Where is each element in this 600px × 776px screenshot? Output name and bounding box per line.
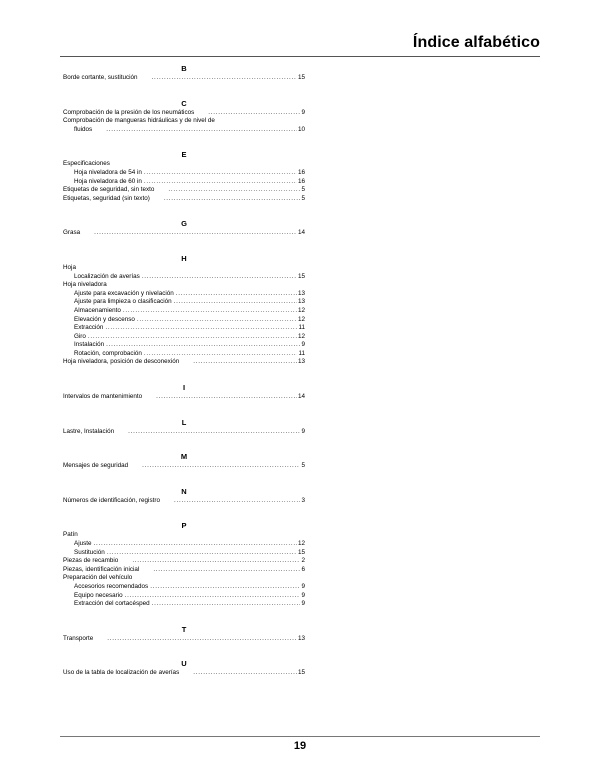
- entry-label: Números de identificación, registro: [63, 496, 160, 504]
- index-entry: [63, 566, 305, 575]
- entry-label: Especificaciones: [63, 160, 110, 168]
- dot-leader: [174, 497, 301, 506]
- entry-page-number: 15: [297, 74, 305, 81]
- index-entry: [63, 109, 305, 118]
- entry-label: Hoja: [63, 263, 76, 271]
- entry-page-number: 3: [301, 496, 305, 504]
- index-entry: [63, 290, 305, 299]
- entry-label: Accesorios recomendados: [74, 583, 149, 590]
- index-section-t: [63, 623, 305, 644]
- entry-label: Mensajes de seguridad: [63, 462, 129, 470]
- index-entry: [63, 126, 305, 135]
- page-number: 19: [293, 740, 307, 752]
- entry-label: Etiquetas de seguridad, sin texto: [63, 186, 155, 194]
- entry-label: Hoja niveladora de 54 in: [74, 168, 142, 176]
- entry-label: Extracción: [74, 324, 104, 332]
- entry-page-number: 14: [297, 229, 305, 237]
- index-section-g: [63, 217, 305, 238]
- index-entry: [63, 186, 305, 195]
- index-entry: [63, 178, 305, 187]
- entry-page-number: 12: [297, 315, 305, 323]
- index-entry: [63, 264, 305, 273]
- entry-label: Hoja niveladora de 60 in: [74, 177, 142, 185]
- entry-label: Uso de la tabla de localización de averías: [63, 669, 180, 677]
- section-letter: B: [181, 64, 187, 73]
- index-entry: [63, 462, 305, 471]
- section-letter: I: [182, 383, 186, 393]
- entry-label: Localización de averías: [74, 272, 140, 280]
- section-letter: T: [181, 624, 187, 634]
- dot-leader: [106, 341, 300, 350]
- dot-leader: [152, 74, 297, 83]
- index-section-i: [63, 381, 305, 402]
- index-entry: [63, 333, 305, 342]
- index-section-l: [63, 416, 305, 437]
- dot-leader: [193, 669, 297, 678]
- dot-leader: [144, 350, 298, 359]
- entry-page-number: 9: [301, 427, 305, 435]
- index-entry: [63, 549, 305, 558]
- dot-leader: [164, 195, 301, 204]
- index-entry: [63, 324, 305, 333]
- dot-leader: [208, 109, 300, 118]
- index-entry: [63, 307, 305, 316]
- entry-page-number: 9: [301, 341, 305, 349]
- dot-leader: [176, 290, 297, 299]
- entry-label: Equipo necesario: [74, 591, 123, 599]
- dot-leader: [144, 169, 297, 178]
- entry-page-number: 9: [301, 591, 305, 599]
- index-entry: [63, 592, 305, 601]
- entry-page-number: 13: [297, 634, 305, 642]
- section-letter: H: [181, 253, 187, 263]
- index-section-b: [63, 62, 305, 83]
- entry-label: Almacenamiento: [74, 306, 121, 314]
- index-entry: [63, 600, 305, 609]
- index-entry: [63, 160, 305, 169]
- index-entry: [63, 195, 305, 204]
- entry-label: Piezas, identificación inicial: [63, 565, 140, 573]
- index-section-c: [63, 97, 305, 135]
- index-entry: [63, 574, 305, 583]
- section-letter: P: [181, 521, 187, 531]
- entry-page-number: 5: [301, 186, 305, 194]
- entry-label: Hoja niveladora: [63, 281, 107, 289]
- dot-leader: [150, 583, 300, 592]
- entry-label: Sustitución: [74, 548, 105, 556]
- header-rule: [60, 56, 540, 57]
- index-entry: [63, 117, 305, 126]
- index-entry: [63, 316, 305, 325]
- dot-leader: [105, 324, 297, 333]
- index-entry: [63, 557, 305, 566]
- index-entry: [63, 393, 305, 402]
- section-letter: L: [181, 417, 187, 427]
- index-entry: [63, 74, 305, 83]
- entry-page-number: 13: [297, 298, 305, 306]
- page-title: Índice alfabético: [412, 34, 540, 51]
- entry-label: Piezas de recambio: [63, 557, 119, 565]
- entry-label: Extracción del cortacésped: [74, 600, 150, 608]
- dot-leader: [142, 462, 300, 471]
- entry-page-number: 12: [297, 306, 305, 314]
- section-letter: C: [181, 98, 187, 108]
- dot-leader: [144, 178, 297, 187]
- index-entry: [63, 635, 305, 644]
- footer-rule: [60, 736, 540, 737]
- entry-page-number: 16: [297, 168, 305, 176]
- dot-leader: [153, 566, 300, 575]
- dot-leader: [137, 316, 297, 325]
- entry-page-number: 15: [297, 272, 305, 280]
- dot-leader: [174, 298, 297, 307]
- dot-leader: [142, 273, 297, 282]
- section-letter: M: [180, 452, 188, 462]
- entry-page-number: 2: [301, 557, 305, 565]
- index-entry: [63, 341, 305, 350]
- index-entry: [63, 169, 305, 178]
- entry-page-number: 6: [301, 565, 305, 573]
- entry-page-number: 12: [297, 540, 305, 548]
- index-entry: [63, 531, 305, 540]
- entry-label: Lastre, Instalación: [63, 427, 115, 435]
- entry-page-number: 13: [297, 358, 305, 366]
- section-letter: U: [181, 659, 187, 669]
- entry-page-number: 15: [297, 669, 305, 677]
- entry-label: Etiquetas, seguridad (sin texto): [63, 194, 150, 202]
- entry-page-number: 9: [301, 583, 305, 590]
- index-section-n: [63, 485, 305, 506]
- entry-label: Elevación y descenso: [74, 315, 135, 323]
- entry-label: Hoja niveladora, posición de desconexión: [63, 358, 180, 366]
- dot-leader: [128, 428, 300, 437]
- index-section-p: [63, 519, 305, 608]
- index-section-u: [63, 657, 305, 678]
- entry-label: Ajuste: [74, 540, 92, 548]
- index-entry: [63, 298, 305, 307]
- entry-label: Preparación del vehículo: [63, 574, 133, 582]
- dot-leader: [107, 635, 297, 644]
- dot-leader: [156, 393, 297, 402]
- index-entry: [63, 358, 305, 367]
- index-entry: [63, 229, 305, 238]
- entry-label: Comprobación de la presión de los neumáticos: [63, 108, 195, 116]
- entry-page-number: 5: [301, 194, 305, 202]
- section-letter: G: [181, 219, 187, 229]
- entry-page-number: 15: [297, 548, 305, 556]
- entry-label: Instalación: [74, 341, 105, 349]
- entry-label: Patín: [63, 531, 78, 539]
- entry-page-number: 13: [297, 289, 305, 297]
- index-section-h: [63, 252, 305, 367]
- entry-label: Ajuste para excavación y nivelación: [74, 289, 174, 297]
- entry-label: Comprobación de mangueras hidráulicas y de nivel de: [63, 117, 215, 125]
- entry-label: Rotación, comprobación: [74, 349, 142, 357]
- entry-page-number: 11: [298, 349, 305, 357]
- index-section-e: [63, 148, 305, 203]
- dot-leader: [88, 333, 297, 342]
- index-section-m: [63, 450, 305, 471]
- index-entry: [63, 669, 305, 678]
- entry-label: Transporte: [63, 634, 94, 642]
- entry-page-number: 16: [297, 177, 305, 185]
- dot-leader: [94, 229, 297, 238]
- entry-page-number: 14: [297, 393, 305, 401]
- index-entry: [63, 583, 305, 592]
- entry-page-number: 5: [301, 462, 305, 470]
- index-entry: [63, 273, 305, 282]
- index-entry: [63, 540, 305, 549]
- entry-label: Borde cortante, sustitución: [63, 74, 138, 81]
- index-entry: [63, 281, 305, 290]
- entry-label: Giro: [74, 332, 86, 340]
- entry-page-number: 10: [297, 125, 305, 133]
- section-letter: N: [181, 486, 187, 496]
- index-entry: [63, 350, 305, 359]
- section-letter: E: [181, 150, 187, 160]
- dot-leader: [152, 600, 301, 609]
- entry-label: Intervalos de mantenimiento: [63, 393, 143, 401]
- alphabetical-index: [63, 62, 305, 692]
- dot-leader: [106, 126, 297, 135]
- entry-page-number: 9: [301, 108, 305, 116]
- entry-page-number: 12: [297, 332, 305, 340]
- index-entry: [63, 428, 305, 437]
- dot-leader: [125, 592, 301, 601]
- entry-page-number: 11: [298, 324, 305, 332]
- entry-label: Ajuste para limpieza o clasificación: [74, 298, 172, 306]
- entry-label: Grasa: [63, 229, 81, 237]
- dot-leader: [94, 540, 297, 549]
- dot-leader: [107, 549, 297, 558]
- dot-leader: [123, 307, 297, 316]
- dot-leader: [193, 358, 297, 367]
- entry-label: fluidos: [74, 125, 93, 133]
- dot-leader: [168, 186, 300, 195]
- index-entry: [63, 497, 305, 506]
- dot-leader: [132, 557, 300, 566]
- entry-page-number: 9: [301, 600, 305, 608]
